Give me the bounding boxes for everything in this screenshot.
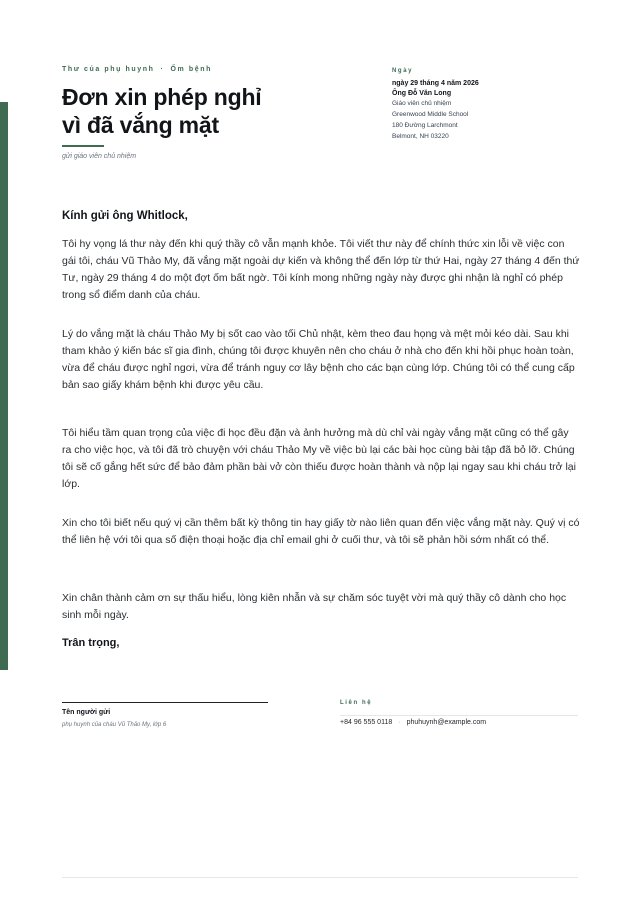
paragraph-2: Lý do vắng mặt là cháu Thảo My bị sốt cao vào tối Chủ nhật, kèm theo đau họng và mệt mỏi kéo dài. Sau khi tham khảo ý kiến bác sĩ gia đình, chúng tôi được khuyên nên cho cháu ở nhà cho đến khi hồi phục hoàn toàn, vừa để cháu được nghỉ ngơi, vừa để tránh nguy cơ lây bệnh cho các bạn cùng lớp. Chúng tôi có thể cung cấp bản sao giấy khám bệnh khi được yêu cầu. bbox=[62, 328, 575, 391]
paragraph-5: Xin chân thành cảm ơn sự thấu hiểu, lòng kiên nhẫn và sự chăm sóc tuyệt vời mà quý thầy cô dành cho học sinh mỗi ngày. bbox=[62, 592, 567, 621]
sender-name: Tên người gửi bbox=[62, 709, 111, 716]
salutation: Kính gửi ông Whitlock, bbox=[62, 210, 188, 222]
recipient-school: Greenwood Middle School bbox=[392, 111, 469, 118]
recipient-name: Ông Đỗ Văn Long bbox=[392, 89, 452, 97]
letter-body bbox=[62, 210, 580, 649]
letter-date: ngày 29 tháng 4 năm 2026 bbox=[392, 80, 479, 87]
paragraph-1: Tôi hy vọng lá thư này đến khi quý thầy cô vẫn mạnh khỏe. Tôi viết thư này để chính thức xin lỗi về việc con gái tôi, cháu Vũ Thảo My, đã vắng mặt ngoài dự kiến và không thể đến lớp từ thứ Hai, ngày 27 tháng 4 đến thứ Tư, ngày 29 tháng 4 do một đợt ốm bất ngờ. Tôi kính mong những ngày này được ghi nhận là nghỉ có phép trong sổ điểm danh của cháu. bbox=[62, 238, 580, 301]
contact-row bbox=[340, 719, 578, 726]
eyebrow-topic: Ốm bệnh bbox=[170, 66, 213, 73]
recipient-role: Giáo viên chủ nhiệm bbox=[392, 100, 452, 107]
recipient-street: 180 Đường Larchmont bbox=[392, 122, 458, 129]
title-line-1: Đơn xin phép nghỉ bbox=[62, 84, 262, 110]
signature-line bbox=[62, 702, 268, 703]
contact-separator: · bbox=[398, 719, 401, 726]
recipient-block bbox=[392, 66, 582, 142]
page-subtitle: gửi giáo viên chủ nhiệm bbox=[62, 153, 137, 160]
contact-phone[interactable]: +84 96 555 0118 bbox=[340, 719, 393, 726]
title-underline bbox=[62, 145, 104, 147]
contact-email[interactable]: phuhuynh@example.com bbox=[406, 719, 487, 726]
contact-label: Liên hệ bbox=[340, 700, 373, 706]
sender-role: phụ huynh của cháu Vũ Thảo My, lớp 6 bbox=[62, 722, 167, 728]
paragraph-4: Xin cho tôi biết nếu quý vị cần thêm bất kỳ thông tin hay giấy tờ nào liên quan đến việc vắng mặt này. Quý vị có thể liên hệ với tôi qua số điện thoại hoặc địa chỉ email ghi ở cuối thư, và tôi sẽ phản hồi sớm nhất có thể. bbox=[62, 517, 580, 546]
signature-block bbox=[62, 702, 268, 728]
recipient-city: Belmont, NH 03220 bbox=[392, 133, 449, 140]
date-label: Ngày bbox=[392, 68, 414, 74]
contact-divider bbox=[340, 715, 578, 716]
eyebrow-category: Thư của phụ huynh bbox=[62, 66, 155, 73]
contact-block bbox=[340, 700, 578, 726]
paragraph-3: Tôi hiểu tầm quan trọng của việc đi học đều đặn và ảnh hưởng mà dù chỉ vài ngày vắng mặt cũng có thể gây ra cho việc học, và tôi đã trò chuyện với cháu Thảo My về việc bù lại các bài học cùng bài tập đã bỏ lỡ. Chúng tôi sẽ cố gắng hết sức để bảo đảm phần bài vở còn thiếu được hoàn thành và nộp lại ngay sau khi cháu trở lại lớp. bbox=[62, 427, 576, 490]
closing: Trân trọng, bbox=[62, 637, 120, 649]
title-line-2: vì đã vắng mặt bbox=[62, 112, 219, 138]
footer-divider bbox=[62, 877, 578, 878]
accent-side-bar bbox=[0, 102, 8, 670]
eyebrow-separator: · bbox=[160, 66, 165, 73]
